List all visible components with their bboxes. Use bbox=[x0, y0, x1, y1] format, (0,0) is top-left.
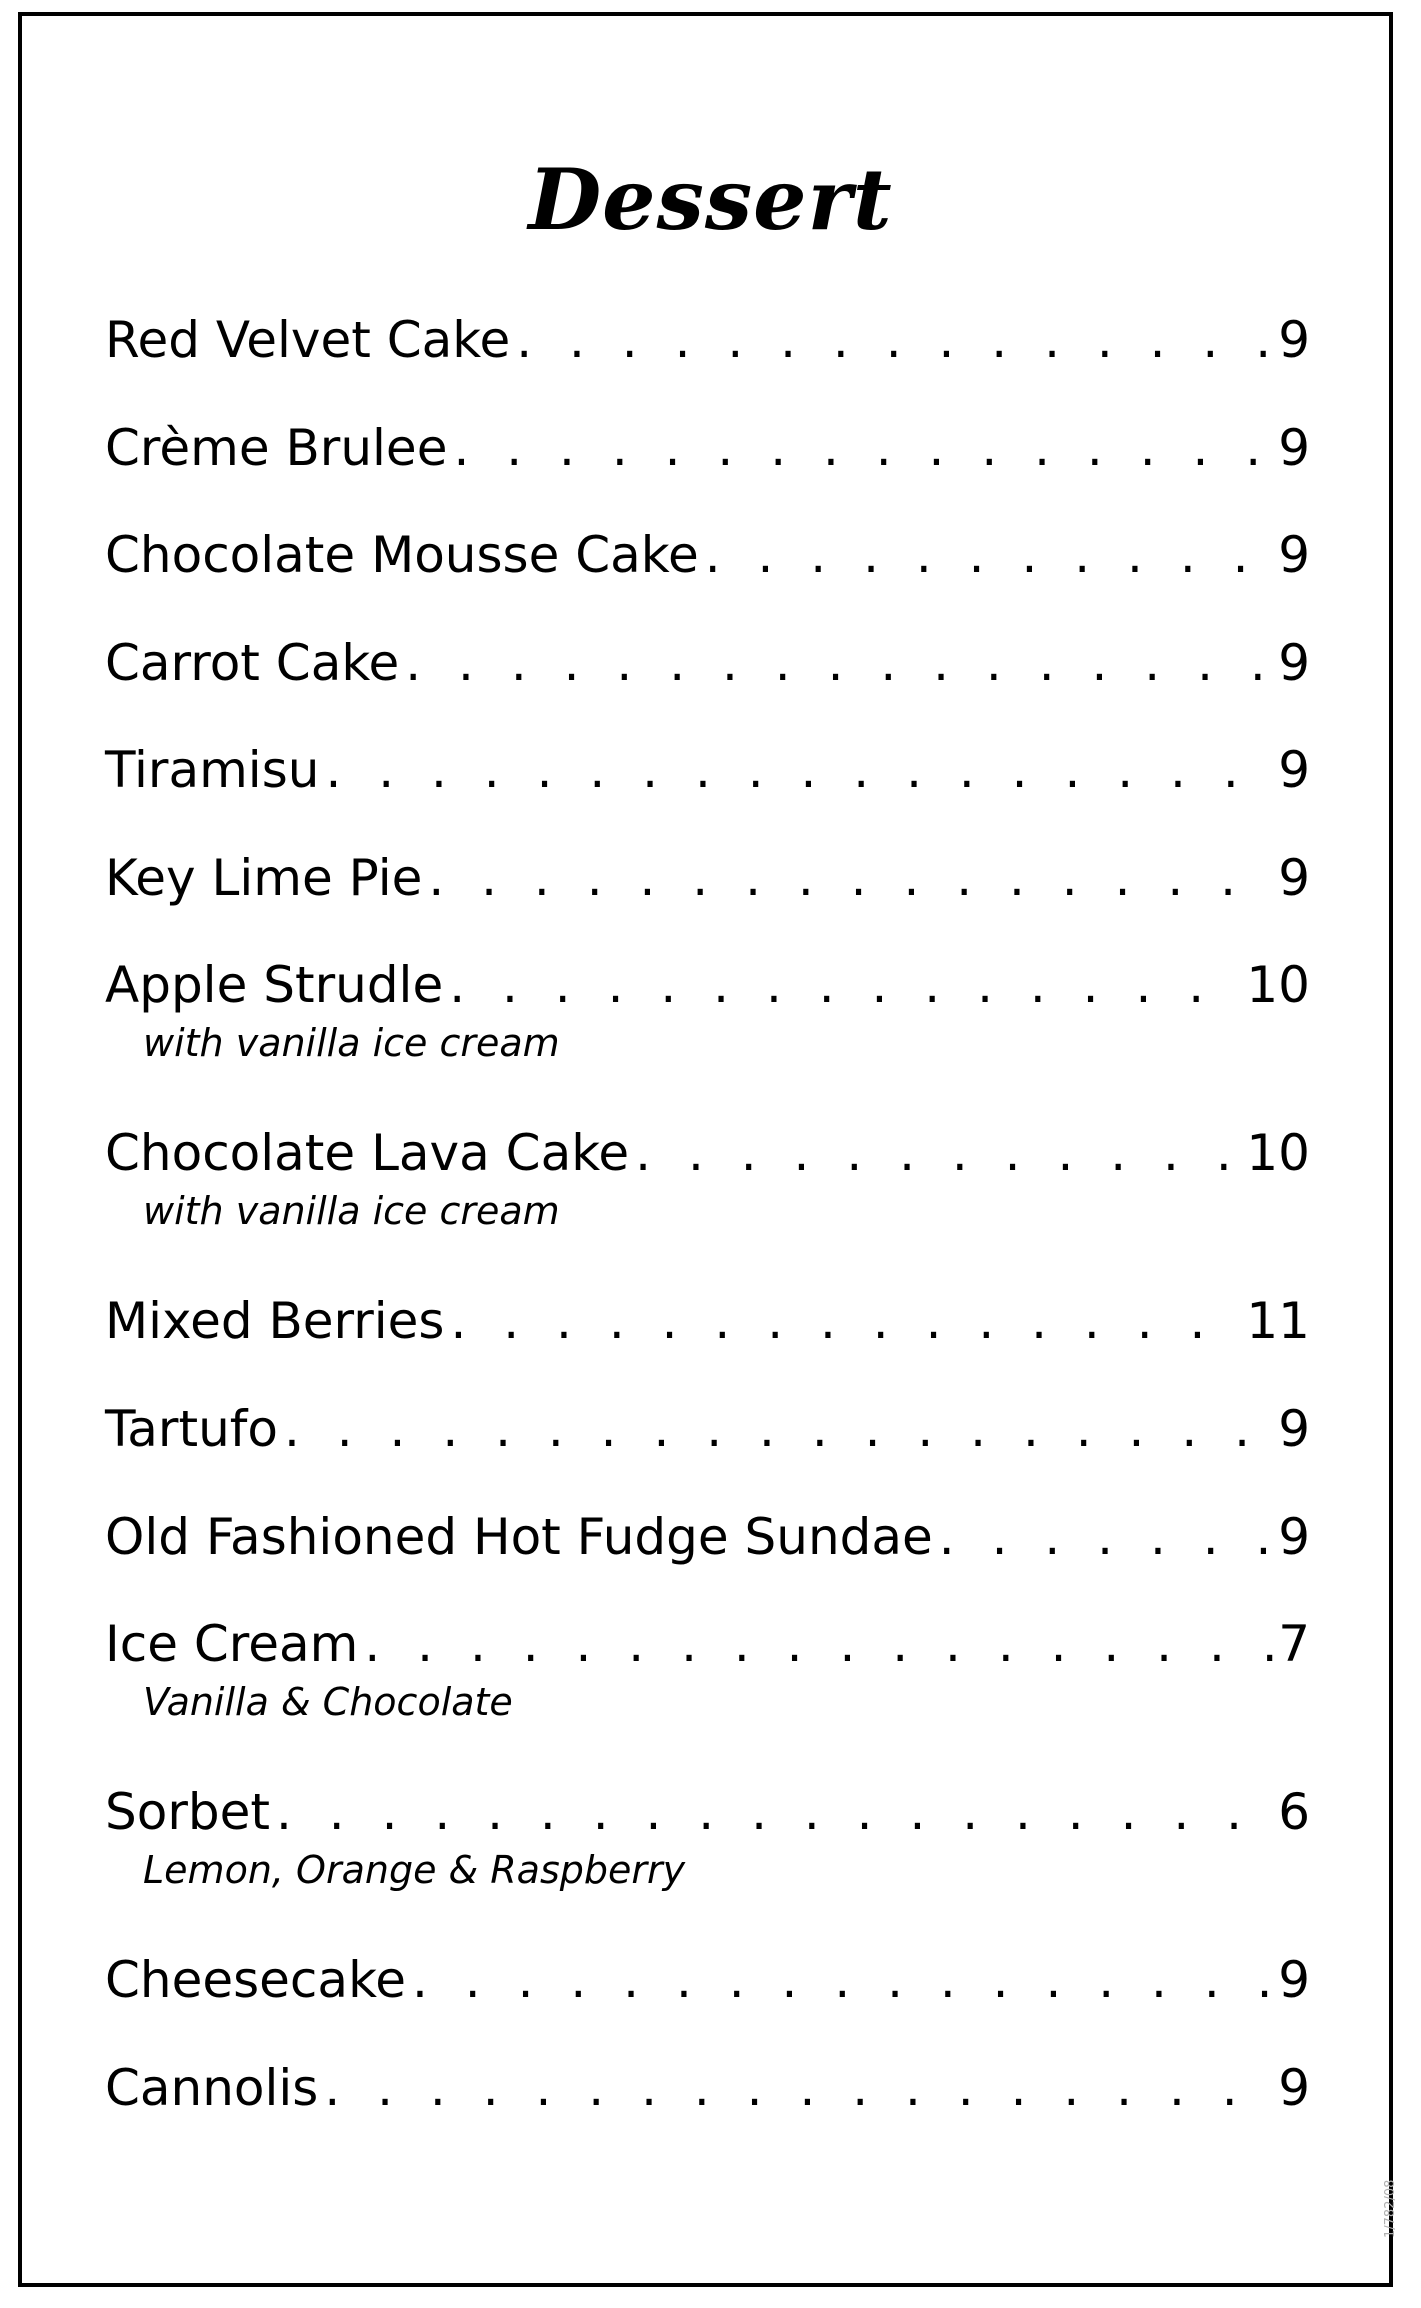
menu-item bbox=[105, 523, 1310, 587]
item-price: 9 bbox=[1278, 1400, 1310, 1458]
print-code: 1/782/08 bbox=[1383, 2179, 1398, 2238]
dot-leader bbox=[939, 1505, 1274, 1569]
item-name: Carrot Cake bbox=[105, 634, 400, 692]
menu-item bbox=[105, 416, 1310, 480]
menu-item bbox=[105, 1397, 1310, 1461]
item-name: Old Fashioned Hot Fudge Sundae bbox=[105, 1508, 933, 1566]
item-note: Vanilla & Chocolate bbox=[143, 1680, 513, 1724]
dessert-list bbox=[105, 0, 1310, 2308]
dot-leader bbox=[428, 846, 1274, 910]
item-name: Mixed Berries bbox=[105, 1292, 445, 1350]
item-price: 9 bbox=[1278, 849, 1310, 907]
item-name: Crème Brulee bbox=[105, 419, 448, 477]
item-price: 9 bbox=[1278, 526, 1310, 584]
item-price: 9 bbox=[1278, 1508, 1310, 1566]
dot-leader bbox=[364, 1612, 1274, 1676]
item-price: 9 bbox=[1278, 634, 1310, 692]
menu-item bbox=[105, 308, 1310, 372]
dot-leader bbox=[412, 1948, 1274, 2012]
item-price: 10 bbox=[1246, 1124, 1310, 1182]
item-name: Chocolate Lava Cake bbox=[105, 1124, 630, 1182]
item-name: Apple Strudle bbox=[105, 956, 444, 1014]
dot-leader bbox=[453, 416, 1274, 480]
item-name: Chocolate Mousse Cake bbox=[105, 526, 699, 584]
dot-leader bbox=[276, 1780, 1274, 1844]
menu-item bbox=[105, 1780, 1310, 1896]
item-name: Key Lime Pie bbox=[105, 849, 423, 907]
menu-item bbox=[105, 1121, 1310, 1237]
item-price: 7 bbox=[1278, 1615, 1310, 1673]
menu-item bbox=[105, 1948, 1310, 2012]
menu-item bbox=[105, 1289, 1310, 1353]
item-price: 9 bbox=[1278, 741, 1310, 799]
item-name: Red Velvet Cake bbox=[105, 311, 511, 369]
menu-item bbox=[105, 631, 1310, 695]
menu-title: Dessert bbox=[528, 150, 893, 249]
dot-leader bbox=[449, 953, 1242, 1017]
dot-leader bbox=[324, 2056, 1274, 2120]
item-name: Sorbet bbox=[105, 1783, 270, 1841]
dot-leader bbox=[450, 1289, 1242, 1353]
item-note: Lemon, Orange & Raspberry bbox=[143, 1848, 686, 1892]
menu-item bbox=[105, 738, 1310, 802]
menu-item bbox=[105, 1612, 1310, 1728]
item-price: 9 bbox=[1278, 311, 1310, 369]
item-price: 6 bbox=[1278, 1783, 1310, 1841]
menu-item bbox=[105, 953, 1310, 1069]
dot-leader bbox=[284, 1397, 1274, 1461]
menu-item bbox=[105, 846, 1310, 910]
dot-leader bbox=[325, 738, 1274, 802]
item-name: Tartufo bbox=[105, 1400, 278, 1458]
item-price: 10 bbox=[1246, 956, 1310, 1014]
item-name: Tiramisu bbox=[105, 741, 320, 799]
dot-leader bbox=[635, 1121, 1242, 1185]
item-note: with vanilla ice cream bbox=[143, 1021, 560, 1065]
item-note: with vanilla ice cream bbox=[143, 1189, 560, 1233]
dot-leader bbox=[516, 308, 1274, 372]
item-price: 9 bbox=[1278, 1951, 1310, 2009]
item-price: 9 bbox=[1278, 419, 1310, 477]
item-price: 9 bbox=[1278, 2059, 1310, 2117]
menu-item bbox=[105, 2056, 1310, 2120]
item-name: Cheesecake bbox=[105, 1951, 407, 2009]
dot-leader bbox=[405, 631, 1274, 695]
dot-leader bbox=[705, 523, 1274, 587]
item-price: 11 bbox=[1246, 1292, 1310, 1350]
item-name: Cannolis bbox=[105, 2059, 319, 2117]
item-name: Ice Cream bbox=[105, 1615, 359, 1673]
menu-item bbox=[105, 1505, 1310, 1569]
